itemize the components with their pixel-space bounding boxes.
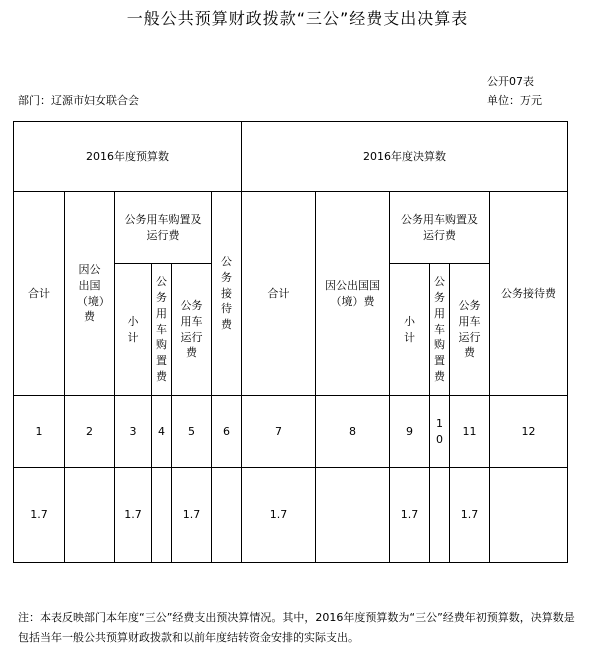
- footnote: 注：本表反映部门本年度“三公”经费支出预决算情况。其中，2016年度预算数为“三公”经费年初预算数，决算数是包括当年一般公共预算财政拨款和以前年度结转资金安排的实际支出。: [18, 611, 575, 644]
- budget-abroad-header: 因公出国（境）费: [65, 192, 115, 396]
- budget-total-header: 合计: [14, 192, 65, 396]
- index-cell: 2: [65, 396, 115, 468]
- final-vehicle-header: 公务用车购置及运行费: [390, 192, 490, 264]
- value-cell: 1.7: [450, 468, 490, 563]
- value-cell: 1.7: [242, 468, 316, 563]
- budget-subtotal-header: 小计: [115, 264, 152, 396]
- final-purchase-header: 公务用车购置费: [430, 264, 450, 396]
- value-cell: [316, 468, 390, 563]
- final-operation-header: 公务用车运行费: [450, 264, 490, 396]
- department-label: 部门：辽源市妇女联合会: [18, 94, 139, 107]
- three-public-expenses-table: [13, 121, 568, 563]
- final-total-header: 合计: [242, 192, 316, 396]
- final-group-header: 2016年度决算数: [242, 122, 568, 192]
- index-cell: 10: [430, 396, 450, 468]
- index-cell: 3: [115, 396, 152, 468]
- index-cell: 4: [152, 396, 172, 468]
- budget-group-header: 2016年度预算数: [14, 122, 242, 192]
- value-cell: [152, 468, 172, 563]
- form-number: 公开07表: [487, 75, 534, 88]
- value-cell: [430, 468, 450, 563]
- final-reception-header: 公务接待费: [490, 192, 568, 396]
- index-cell: 9: [390, 396, 430, 468]
- index-cell: 5: [172, 396, 212, 468]
- final-abroad-header: 因公出国国（境）费: [316, 192, 390, 396]
- value-cell: [65, 468, 115, 563]
- page-title: 一般公共预算财政拨款“三公”经费支出决算表: [126, 9, 469, 28]
- index-cell: 8: [316, 396, 390, 468]
- index-cell: 12: [490, 396, 568, 468]
- final-subtotal-header: 小计: [390, 264, 430, 396]
- value-cell: [212, 468, 242, 563]
- budget-reception-header: 公务接待费: [212, 192, 242, 396]
- budget-vehicle-header: 公务用车购置及运行费: [115, 192, 212, 264]
- index-cell: 6: [212, 396, 242, 468]
- data-row: [14, 468, 568, 563]
- budget-purchase-header: 公务用车购置费: [152, 264, 172, 396]
- value-cell: 1.7: [172, 468, 212, 563]
- index-cell: 1: [14, 396, 65, 468]
- index-cell: 11: [450, 396, 490, 468]
- unit-label: 单位：万元: [487, 94, 542, 107]
- value-cell: 1.7: [390, 468, 430, 563]
- budget-operation-header: 公务用车运行费: [172, 264, 212, 396]
- value-cell: 1.7: [115, 468, 152, 563]
- index-row: [14, 396, 568, 468]
- value-cell: [490, 468, 568, 563]
- value-cell: 1.7: [14, 468, 65, 563]
- index-cell: 7: [242, 396, 316, 468]
